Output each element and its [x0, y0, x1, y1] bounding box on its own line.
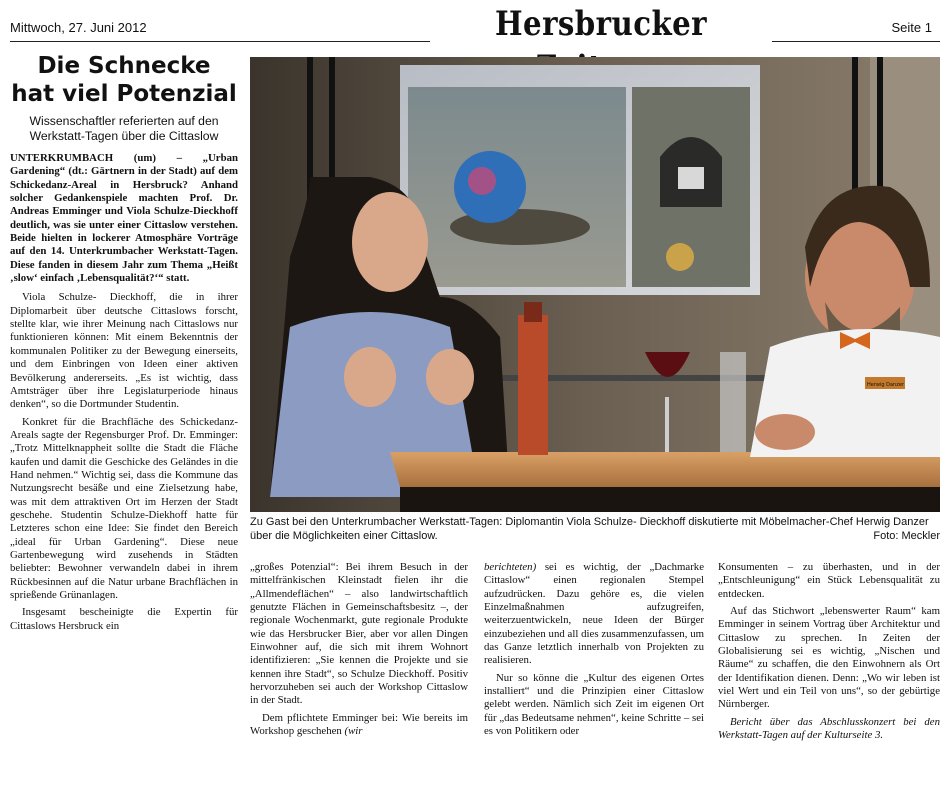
headline-line-2: hat viel Potenzial: [11, 81, 237, 107]
body-paragraph: Viola Schulze- Dieckhoff, die in ihrer Diplomarbeit über deutsche Cittaslows forscht, stellte klar, wie ihrer Meinung nach Cittaslows nur funktionieren können: Mit einem Bekenntnis der kommunalen Politiker zu der Bewegung einerseits, und dem Einbringen von Ideen einer aktiven Bevölkerung andererseits. „Es ist wichtig, dass Amtsträger über ihre Legislaturperiode hinaus denken“, so die Dortmunder Studentin.: [10, 291, 238, 411]
masthead: [430, 2, 772, 54]
wine-glass-stem: [665, 397, 669, 452]
table-shadow: [400, 487, 940, 512]
woman-hand-left: [344, 347, 396, 407]
masthead-title: Hersbrucker: [494, 4, 708, 44]
body-text: Dem pflichtete Emminger bei: Wie bereits im Workshop geschehen: [250, 711, 468, 738]
woman-face: [352, 192, 428, 292]
table: [390, 452, 940, 487]
body-text: sei es wichtig, der „Dachmarke Cittaslow“ einen regionalen Stempel aufzudrücken. Dazu gehöre es, die vielen Einzelmaßnahmen aufzugreifen, weiterzuentwickeln, neue Ideen der Bürger einzubeziehen und all dies zusammenzufassen, um das Ganze letztlich innerhalb von Projekten zu realisieren.: [484, 561, 704, 667]
bottle-neck: [524, 302, 542, 322]
body-text-italic: (wir: [344, 725, 363, 738]
column-3: [484, 561, 704, 738]
photo-credit: Foto: Meckler: [873, 529, 940, 542]
cittaslow-logo: [666, 243, 694, 271]
body-paragraph: Konkret für die Brachfläche des Schickedanz-Areals sagte der Regensburger Prof. Dr. Emminger: „Trotz Mittelknappheit sollte die Stadt die Fläche kaufen und damit die Geschicke des Geländes in die Hand nehmen.“ Wichtig sei, dass die Kommune das Nutzungsrecht besäße und eine Zielsetzung habe, was mit dem attraktiven Ort im Herzen der Stadt geschehe. Studentin Schulze-Diekhoff hatte für Letzteres schon eine Idee: Sie findet den Bereich „ideal für Urban Gardening“. Diese neue Gartenbewegung wird zusehends in Städten beliebter: Bewohner verwandeln dabei in ihrem Rückbesinnen auf die Natur urbane Brachflächen in sprießende Grünanlagen.: [10, 415, 238, 601]
article-photo: [250, 57, 940, 512]
page-number: Seite 1: [891, 20, 932, 35]
photo-illustration: [250, 57, 940, 512]
body-paragraph: „großes Potenzial“: Bei ihrem Besuch in der mittelfränkischen Kleinstadt fielen ihr die „Allmendeflächen“ – also landwirtschaftlich genutzte Flächen in Gemeinschaftsbesitz –, der regionale Wochenmarkt, gute regionale Produkte wie das Hersbrucker Bier, aber vor allen Dingen Einwohner auf, die sich mit ihrem Wohnort identifizieren: „Sie kennen die Projekte und sie kennen ihre Stadt“, so Schulze Dieckhoff. Positiv hervorzuheben sei auch der Workshop Cittaslow in der Stadt.: [250, 561, 468, 707]
man-hands: [755, 414, 815, 450]
photo-caption: [250, 516, 940, 543]
column-4: [718, 561, 940, 742]
article-subheadline: Wissenschaftler referierten auf den Werkstatt-Tagen über die Cittaslow: [29, 114, 219, 143]
body-paragraph: Nur so könne die „Kultur des eigenen Ortes installiert“ und die Prinzipien einer Cittaslow gelebt werden. Nämlich sich Zeit im eigenen Ort für „das Bedeutsame nehmen“, keine Schritte – sei es von Politikern oder: [484, 671, 704, 738]
article-headline: [10, 52, 238, 108]
column-1: [10, 152, 238, 633]
article-signoff: Bericht über das Abschlusskonzert bei den Werkstatt-Tagen auf der Kulturseite 3.: [718, 715, 940, 742]
body-paragraph: [250, 712, 468, 739]
tunnel-train: [678, 167, 704, 189]
woman-hand-right: [426, 349, 474, 405]
shell-pattern: [468, 167, 496, 195]
man-name-tag-text: Herwig Danzer: [867, 382, 904, 388]
body-paragraph: Auf das Stichwort „lebenswerter Raum“ kam Emminger in seinem Vortrag über Architektur und Cittaslow zu sprechen. In Zeiten der Globalisierung sei es wichtig, „Nischen und Räume“ zu schaffen, die den Einwohnern als Ort der Identifikation dienen. Denn: „Wo wir leben ist viel Wert und ein Teil von uns“, so der gebürtige Nürnberger.: [718, 605, 940, 711]
bottle: [518, 315, 548, 455]
lead-paragraph: [10, 152, 238, 285]
body-paragraph: [484, 561, 704, 668]
body-text-italic: berichteten): [484, 561, 537, 573]
body-paragraph: Konsumenten – zu überhasten, und in der „Entschleunigung“ ein Stück Lebensqualität zu entdecken.: [718, 561, 940, 600]
water-glass: [720, 352, 746, 452]
lead-dateline: UNTERKRUMBACH (um) –: [10, 152, 203, 164]
lead-text: „Urban Gardening“ (dt.: Gärtnern in der Stadt) auf dem Schickedanz-Areal in Hersbruck? Anhand solcher Gedankenspiele machten Prof. Dr. Andreas Emminger und Viola Schulze-Dieckhoff deutlich, was sie unter einer Cittaslow verstehen. Beide hielten in lockerer Atmosphäre Vorträge auf den 14. Unterkrumbacher Werkstatt-Tagen. Diese fanden in diesem Jahr zum Thema „Heißt ‚slow‘ einfach ‚Lebensqualität?‘“ statt.: [10, 152, 238, 285]
body-paragraph: Insgesamt bescheinigte die Expertin für Cittaslows Hersbruck ein: [10, 606, 238, 632]
issue-date: Mittwoch, 27. Juni 2012: [10, 20, 147, 35]
column-2: [250, 561, 468, 738]
headline-line-1: Die Schnecke: [37, 53, 211, 79]
caption-text: Zu Gast bei den Unterkrumbacher Werkstatt-Tagen: Diplomantin Viola Schulze- Dieckhoff diskutierte mit Möbelmacher-Chef Herwig Danzer über die Möglichkeiten einer Cittaslow.: [250, 516, 929, 542]
